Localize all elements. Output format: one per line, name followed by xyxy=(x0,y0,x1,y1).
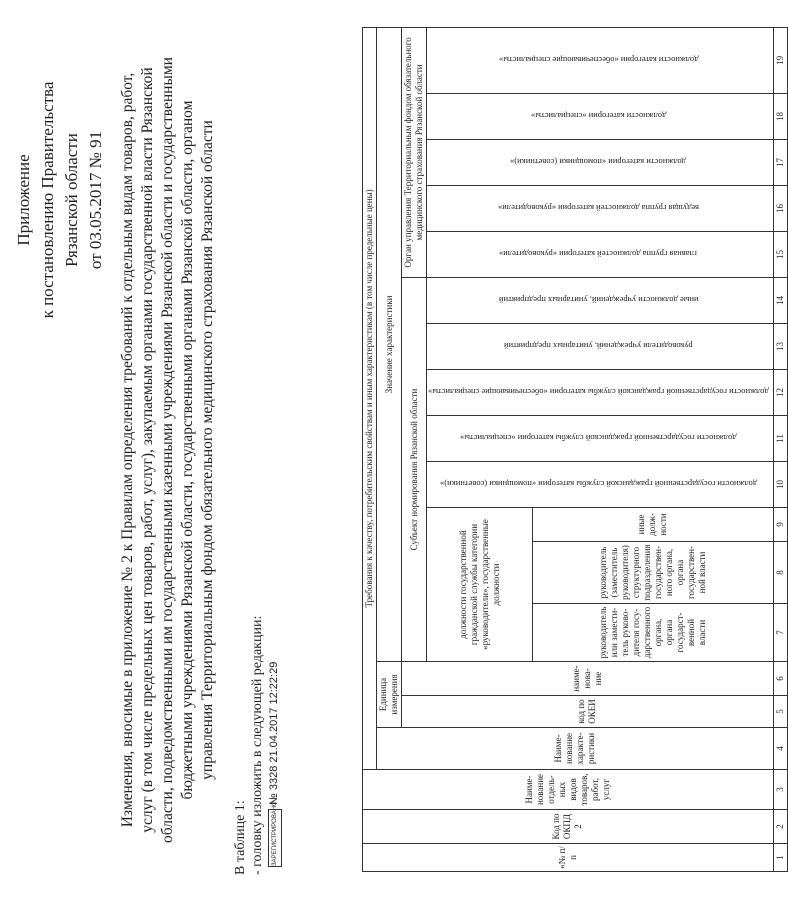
col-number: 12 xyxy=(773,370,787,416)
header-col-11-label: должности государственной гражданской службы категории «специалисты» xyxy=(460,433,737,444)
table-intro xyxy=(232,616,266,875)
col-number: 6 xyxy=(773,662,787,696)
appendix-header xyxy=(12,50,108,350)
header-col-15-label: главная группа должностей категории «руководители» xyxy=(499,249,698,260)
col-number: 15 xyxy=(773,232,787,278)
header-col-9: иные долж- ности xyxy=(533,508,774,542)
header-col-19-label: должности категории «обеспечивающие специалисты» xyxy=(498,55,699,66)
col-number: 16 xyxy=(773,186,787,232)
header-col-17 xyxy=(427,140,774,186)
header-col-13 xyxy=(427,324,774,370)
col-number: 5 xyxy=(773,696,787,728)
header-values: Значение характеристики xyxy=(377,27,402,661)
col-number: 4 xyxy=(773,728,787,770)
requirements-table-header xyxy=(362,27,788,872)
col-number: 2 xyxy=(773,810,787,844)
header-subject: Субъект нормирования Рязанской области xyxy=(402,278,427,662)
header-okpd: Код по ОКПД 2 xyxy=(363,810,774,844)
appendix-line-2: к постановлению Правительства xyxy=(38,81,57,319)
title-line-2: услуг (в том числе предельных цен товаров, работ, услуг), закупаемым органами государственной власти Рязанской xyxy=(139,67,156,833)
header-col-18-label: должности категории «специалисты» xyxy=(530,111,666,122)
intro-line-1: В таблице 1: xyxy=(233,800,248,875)
header-col-12-label: должности государственной гражданской службы категории «обеспечивающие специалисты» xyxy=(428,387,769,398)
title-line-1: Изменения, вносимые в приложение № 2 к Правилам определения требований к отдельным видам товаров, работ, xyxy=(119,72,136,828)
header-unit-code: код по ОКЕИ xyxy=(402,696,774,728)
col-number: 11 xyxy=(773,416,787,462)
title-line-4: бюджетными учреждениями Рязанской области, государственными органами Рязанской области, органом xyxy=(179,100,196,800)
col-number: 19 xyxy=(773,27,787,93)
header-col-15 xyxy=(427,232,774,278)
header-col-8: руководитель (заместитель руководителя) структурного подразделения государствен- ного органа, органа государствен- ной власти xyxy=(533,542,774,604)
intro-line-2: - головку изложить в следующей редакции: xyxy=(250,615,265,875)
header-positions-group: должности государственной гражданской службы категории «руководители», государственные должности xyxy=(427,508,533,662)
header-col-7: руководитель или замести- тель руково- дителя госу- дарственного органа, органа государст- венной власти xyxy=(533,604,774,662)
title-line-3: области, подведомственными им государственными казенными учреждениями Рязанской области и государственными xyxy=(159,57,176,843)
header-requirements: Требования к качеству, потребительским свойствам и иным характеристикам (в том числе предельные цены) xyxy=(363,27,377,769)
header-unit: Единица измерения xyxy=(377,662,402,728)
header-col-14 xyxy=(427,278,774,324)
header-col-12 xyxy=(427,370,774,416)
header-unit-name: наиме- нова- ние xyxy=(402,662,774,696)
header-fund-body: Орган управления Территориальным фондом обязательного медицинского страхования Рязанской области xyxy=(402,27,427,277)
header-col-16-label: ведущая группа должностей категории «руководители» xyxy=(497,203,699,214)
header-no: «№ п/п xyxy=(363,844,774,872)
header-col-10-label: должности государственной гражданской службы категории «помощники (советники)» xyxy=(439,479,757,490)
header-characteristic-name: Наиме- нование характе- ристики xyxy=(377,728,774,770)
col-number: 1 xyxy=(773,844,787,872)
header-col-17-label: должности категории «помощники (советники)» xyxy=(510,157,687,168)
col-number: 3 xyxy=(773,770,787,810)
appendix-line-1: Приложение xyxy=(14,154,33,246)
header-col-19 xyxy=(427,27,774,93)
header-col-13-label: руководители учреждений, унитарных предприятий xyxy=(504,341,693,352)
registration-number: № 3328 21.04.2017 12:22:29 xyxy=(268,661,280,805)
appendix-line-3: Рязанской области xyxy=(62,133,81,267)
col-number: 8 xyxy=(773,542,787,604)
registration-stamp: ЗАРЕГИСТРИРОВАНО xyxy=(268,809,282,867)
header-col-16 xyxy=(427,186,774,232)
col-number: 17 xyxy=(773,140,787,186)
col-number: 10 xyxy=(773,462,787,508)
title-line-5: управления Территориальным фондом обязательного медицинского страхования Рязанской области xyxy=(199,120,216,780)
col-number: 13 xyxy=(773,324,787,370)
col-number: 7 xyxy=(773,604,787,662)
col-number: 18 xyxy=(773,94,787,140)
header-col-11 xyxy=(427,416,774,462)
document-title xyxy=(118,50,218,850)
header-item-name: Наиме- нование отдель- ных видов товаров, работ, услуг xyxy=(363,770,774,810)
col-number: 14 xyxy=(773,278,787,324)
col-number: 9 xyxy=(773,508,787,542)
appendix-line-4: от 03.05.2017 № 91 xyxy=(86,130,105,270)
header-col-18 xyxy=(427,94,774,140)
header-col-14-label: иные должности учреждений, унитарных предприятий xyxy=(498,295,699,306)
header-col-10 xyxy=(427,462,774,508)
